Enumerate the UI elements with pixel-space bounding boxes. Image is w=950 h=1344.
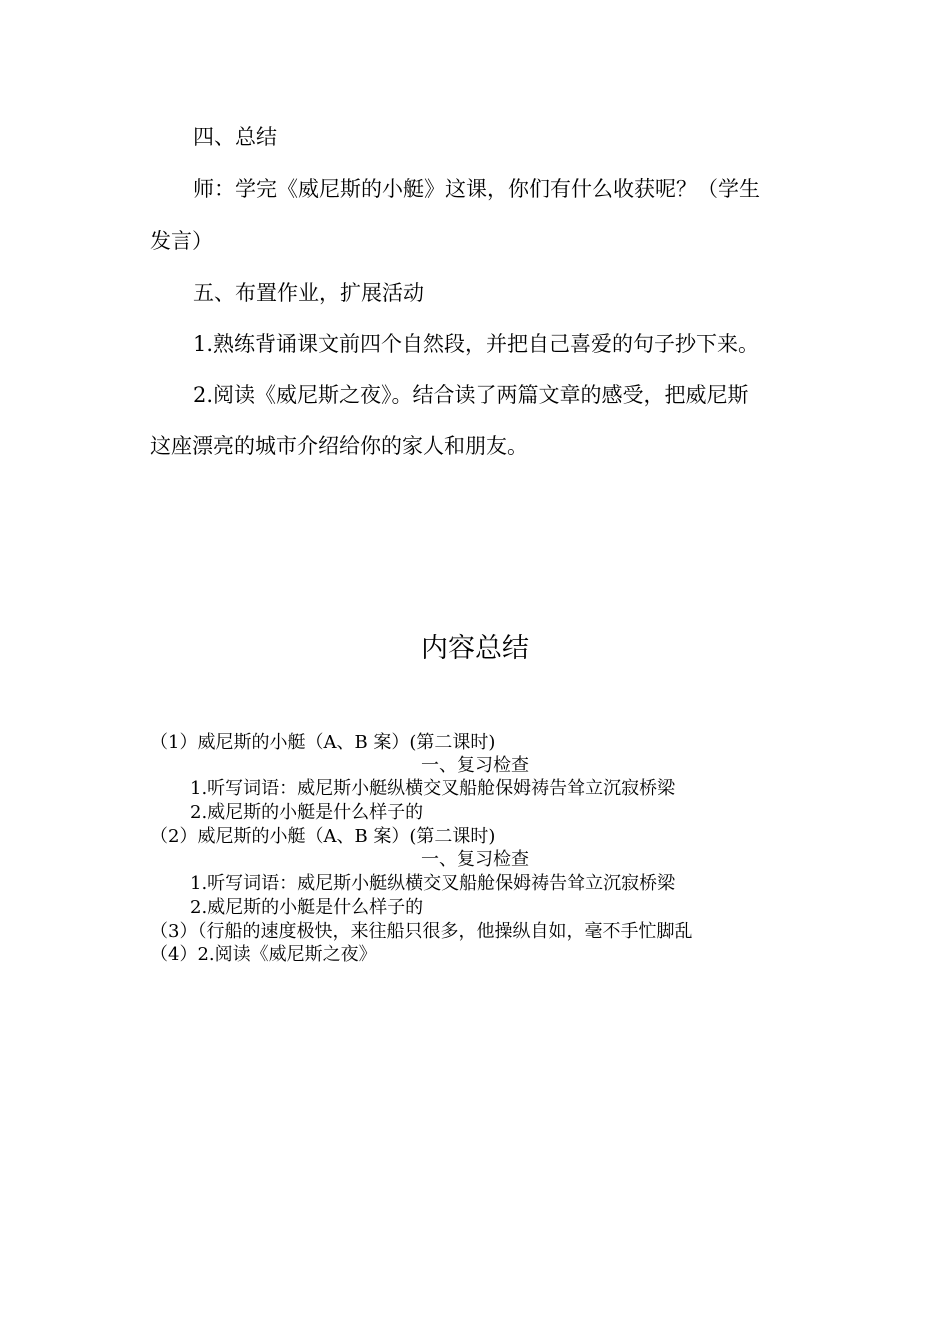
summary-line: （3）（行船的速度极快，来往船只很多，他操纵自如，毫不手忙脚乱	[150, 921, 693, 942]
homework-task-2-line-1: 2.阅读《威尼斯之夜》。结合读了两篇文章的感受，把威尼斯	[193, 383, 749, 407]
summary-line: 1.听写词语：威尼斯小艇纵横交叉船舱保姆祷告耸立沉寂桥梁	[190, 778, 676, 799]
teacher-prompt-line-2: 发言）	[150, 229, 213, 253]
summary-title: 内容总结	[421, 633, 529, 664]
summary-line: 2.威尼斯的小艇是什么样子的	[190, 802, 424, 823]
summary-line: 一、复习检查	[421, 755, 529, 776]
summary-line: （1）威尼斯的小艇（A、B 案）(第二课时)	[150, 732, 496, 753]
summary-line: 一、复习检查	[421, 849, 529, 870]
summary-line: 2.威尼斯的小艇是什么样子的	[190, 897, 424, 918]
summary-line: 1.听写词语：威尼斯小艇纵横交叉船舱保姆祷告耸立沉寂桥梁	[190, 873, 676, 894]
teacher-prompt-line-1: 师：学完《威尼斯的小艇》这课，你们有什么收获呢？（学生	[193, 177, 760, 201]
section-heading-summary: 四、总结	[193, 125, 277, 149]
homework-task-1: 1.熟练背诵课文前四个自然段，并把自己喜爱的句子抄下来。	[193, 332, 760, 356]
section-heading-homework: 五、布置作业，扩展活动	[193, 281, 424, 305]
summary-line: （4）2.阅读《威尼斯之夜》	[150, 944, 377, 965]
homework-task-2-line-2: 这座漂亮的城市介绍给你的家人和朋友。	[150, 434, 528, 458]
summary-line: （2）威尼斯的小艇（A、B 案）(第二课时)	[150, 826, 496, 847]
